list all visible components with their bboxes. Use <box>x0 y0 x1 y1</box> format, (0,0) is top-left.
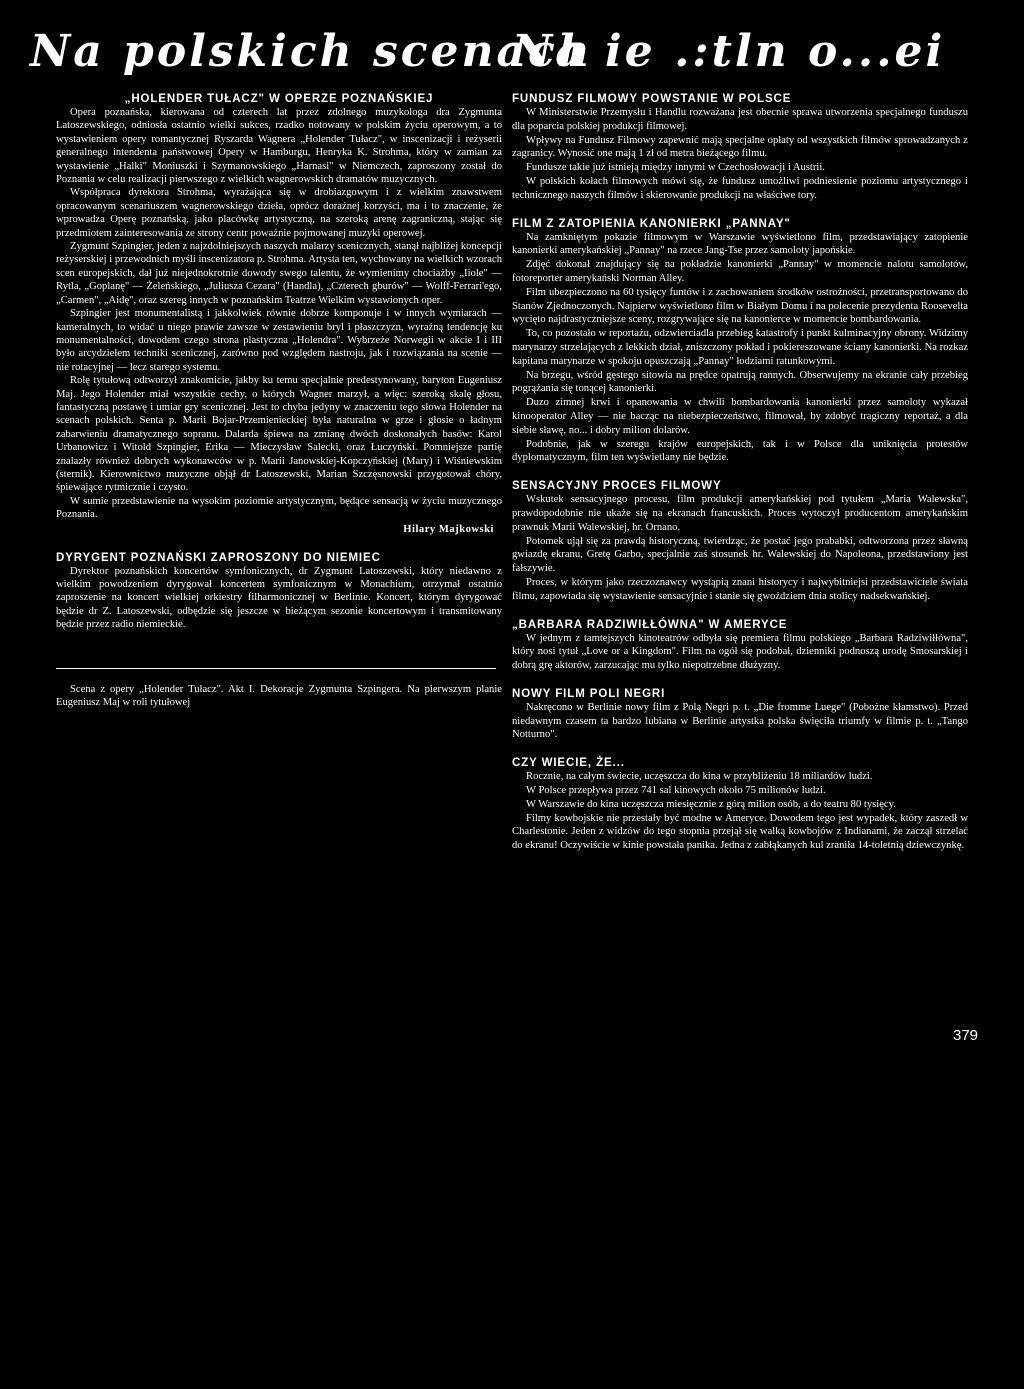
article-paragraph: Duzo zimnej krwi i opanowania w chwili bombardowania kanonierki przez samoloty wykazał kinooperator Alley — nie bacząc na niebezpieczeństwo, filmował, by zdobyć tragiczny reportaż, a dla siebie sławę, no... i dobry milion dolarów. <box>512 397 968 436</box>
photo-caption: Scena z opery „Holender Tułacz". Akt I. Dekoracje Zygmunta Szpingera. Na pierwszym planie Eugeniusz Maj w roli tytułowej <box>56 683 502 709</box>
article-paragraph: Opera poznańska, kierowana od czterech lat przez zdolnego muzykologa dra Zygmunta Latoszewskiego, odniosła ostatnio wielki sukces, rzadko notowany w polskim życiu operowym, a to wystawieniem opery romantycznej Ryszarda Wagnera „Holender Tułacz", w inscenizacji i reżyserii generalnego intendenta państwowej Opery w Hamburgu, Henryka K. Strohma, który w zamian za wystawienie „Halki" Moniuszki i Szymanowskiego „Harnasi" w Niemczech, zaproszony został do Poznania w celu realizacji pierwszego z wielkich wagnerowskich dramatów muzycznych. <box>56 107 502 186</box>
article-paragraph: Filmy kowbojskie nie przestały być modne w Ameryce. Dowodem tego jest wypadek, który zaszedł w Charlestonie. Jeden z widzów do tego stopnia przejął się walką kowbojów z Indianami, że zaczął strzelać do ekranu! Oczywiście w kinie powstała panika. Jedna z zabłąkanych kul zraniła 14-toletnią dziewczynkę. <box>512 812 968 852</box>
article-title-pannay: FILM Z ZATOPIENIA KANONIERKI „PANNAY" <box>512 217 791 230</box>
article-paragraph: Na brzegu, wśród gęstego sitowia na prędce opatrują rannych. Obserwujemy na ekranie cały przebieg pogrążania się tonącej kanonierki. <box>512 369 968 395</box>
article-paragraph: Dyrektor poznańskich koncertów symfonicznych, dr Zygmunt Latoszewski, który niedawno z wielkim powodzeniem dyrygował koncertem symfonicznym w Monachium, otrzymał ostatnio zaproszenie na koncert wielkiej orkiestry filharmonicznej w Berlinie. Koncert, którym dyrygować będzie dr Z. Latoszewski, odbędzie się jeszcze w bieżącym sezonie koncertowym i transmitowany będzie przez radio niemieckie. <box>56 565 502 631</box>
article-paragraph: W polskich kołach filmowych mówi się, że fundusz umożliwi podniesienie poziomu artystycznego i technicznego naszych filmów i skierowanie produkcji na właściwe tory. <box>512 175 968 201</box>
article-title-holender: „HOLENDER TUŁACZ" W OPERZE POZNAŃSKIEJ <box>124 93 434 105</box>
article-title-fundusz: FUNDUSZ FILMOWY POWSTANIE W POLSCE <box>512 93 792 105</box>
article-paragraph: W Ministerstwie Przemysłu i Handlu rozważana jest obecnie sprawa utworzenia specjalnego funduszu dla poparcia polskiej produkcji filmowej. <box>512 107 968 132</box>
article-paragraph: W sumie przedstawienie na wysokim poziomie artystycznym, będące sensacją w życiu muzycznego Poznania. <box>56 495 502 521</box>
article-paragraph: To, co pozostało w reportażu, odzwierciadla przebieg katastrofy i punkt kulminacyjny obrony. Widzimy marynarzy strzelających z lekkich dział, zniszczony pokład i pokiereszowane ściany kanonierki. Na rozkaz kapitana marynarze w spokoju opuszczają „Pannay" łodziami ratunkowymi. <box>512 328 968 367</box>
section-title-right: Na ie .:tln o...ei <box>512 26 946 77</box>
article-title-czy-wiecie: CZY WIECIE, ŻE... <box>512 757 625 770</box>
article-paragraph: Wskutek sensacyjnego procesu, film produkcji amerykańskiej pod tytułem „Maria Walewska", prawdopodobnie nie ukaże się na ekranach francuskich. Proces wytoczył producentom amerykańskim prawnuk Marii Walewskiej, hr. Ornano. <box>512 494 968 533</box>
article-author: Hilary Majkowski <box>403 523 494 535</box>
article-title-negri: NOWY FILM POLI NEGRI <box>512 687 666 700</box>
right-column <box>512 92 968 853</box>
article-paragraph: Wpływy na Fundusz Filmowy zapewnić mają specjalne opłaty od wszystkich filmów sprowadzanych z zagranicy. Wynosić one mają 1 zł od metra bieżącego filmu. <box>512 134 968 160</box>
article-paragraph: Rocznie, na całym świecie, uczęszcza do kina w przybliżeniu 18 miliardów ludzi. <box>526 771 873 783</box>
article-paragraph: Potomek ujął się za prawdą historyczną, twierdząc, że postać jego prababki, odtworzona przez sławną gwiazdę ekranu, Gretę Garbo, specjalnie zaś stosunek hr. Walewskiej do Napoleona, przedstawiony jest fałszywie. <box>512 535 968 575</box>
divider <box>56 668 496 669</box>
article-paragraph: Fundusze takie już istnieją między innymi w Czechosłowacji i Austrii. <box>526 162 825 174</box>
left-column <box>56 92 502 709</box>
article-paragraph: Proces, w którym jako rzeczoznawcy wystąpią znani historycy i najwybitniejsi przedstawiciele świata filmu, zapowiada się wystawienie sensacyjnie i stanie się gwoździem dnia stolicy nadsekwańskiej. <box>512 576 968 602</box>
article-title-dyrygent: DYRYGENT POZNAŃSKI ZAPROSZONY DO NIEMIEC <box>56 551 381 564</box>
article-paragraph: Zygmunt Szpingier, jeden z najzdolniejszych naszych malarzy scenicznych, stanął najbliżej koncepcji reżyserskiej i przewodnich myśli inscenizatora p. Strohma. Artysta ten, wychowany na wielkich wzorach scen europejskich, dał już niejednokrotnie dowody swego talentu, że wymienimy chociażby „Iiole" — Rytla, „Goplanę" — Żeleńskiego, „Juliusza Cezara" (Handla), „Czterech gburów" — Wolff-Ferrari'ego, „Carmen", „Aidę", oraz szereg innych w poznańskim Teatrze Wielkim wystawionych oper. <box>56 241 502 306</box>
article-paragraph: Zdjęć dokonał znajdujący się na pokładzie kanonierki „Pannay" w momencie nalotu samolotów, fotoreporter amerykański Norman Alley. <box>512 259 968 284</box>
article-paragraph: Współpraca dyrektora Strohma, wyrażająca się w drobiazgowym i z wielkim znawstwem opracowanym scenariuszem wagnerowskiego dzieła, oprócz doraźnej korzyści, ma i to znaczenie, że wprowadza Operę poznańską, jako placówkę artystyczną, na szeroką arenę zagraniczną, stając się przedmiotem zainteresowania ze strony centr poważnie pojmowanej muzyki operowej. <box>56 187 502 239</box>
page-number: 379 <box>953 1027 979 1044</box>
article-title-barbara: „BARBARA RADZIWIŁŁÓWNA" W AMERYCE <box>512 618 788 631</box>
article-paragraph: W jednym z tamtejszych kinoteatrów odbyła się premiera filmu polskiego „Barbara Radziwiłłówna", który nosi tytuł „Love or a Kingdom". Film na ogół się podobał, dzienniki podnoszą urodę Smosarskiej i dobrą grę aktorów, zarzucając mu tylko niepotrzebne dłużyzny. <box>512 632 968 672</box>
article-title-proces: SENSACYJNY PROCES FILMOWY <box>512 480 722 493</box>
article-paragraph: Nakręcono w Berlinie nowy film z Polą Negri p. t. „Die fromme Luege" (Pobożne kłamstwo). Przed niedawnym czasem ta bardzo lubiana w Berlinie artystka polska święciła triumfy w filmie p. t. „Tango Notturno". <box>512 701 968 741</box>
section-title-left: Na polskich scenach <box>30 26 593 77</box>
article-paragraph: Na zamkniętym pokazie filmowym w Warszawie wyświetlono film, przedstawiający zatopienie kanonierki amerykańskiej „Pannay" na rzece Jang-Tse przez samoloty japońskie. <box>512 231 968 257</box>
article-paragraph: Podobnie, jak w szeregu krajów europejskich, tak i w Polsce dla uniknięcia protestów dyplomatycznym, film ten wyświetlany nie będzie. <box>512 438 968 464</box>
article-paragraph: W Polsce przepływa przez 741 sal kinowych około 75 milionów ludzi. <box>526 785 826 797</box>
article-paragraph: Film ubezpieczono na 60 tysięcy funtów i z zachowaniem środków ostrożności, przetransportowano do Stanów Zjednoczonych. Najpierw wyświetlono film w Białym Domu i na polecenie prezydenta Roosevelta wycięto najdrastyczniejsze sceny, rozgrywające się na kanonierce w momencie bombardowania. <box>512 286 968 326</box>
article-paragraph: Rolę tytułową odtworzył znakomicie, jakby ku temu specjalnie predestynowany, baryton Eugeniusz Maj. Jego Holender miał wszystkie cechy, o których Wagner marzył, a więc: szeroką skalę głosu, fantastyczną postawę i umiar gry scenicznej. Jest to chyba jedyny w znaczeniu tego słowa Holender na scenach polskich. Senta p. Marii Bojar-Przemienieckiej była naturalna w grze i głosie o ładnym zabarwieniu dramatycznego sopranu. Dalarda śpiewa na zmianę dwóch doskonałych basów: Karol Urbanowicz i Witold Szpingier, Erika — Mieczysław Salecki, oraz Łuczyński. Pomniejsze partię znalazły również dobrych wykonawców w p. Marii Janowskiej-Kopczyńskiej (Mary) i Wiśniewskim (sternik). Kierownictwo muzyczne objął dr Latoszewski, Marian Szczęsnowski przygotował chóry, śpiewające rytmicznie i czysto. <box>56 375 502 494</box>
article-paragraph: W Warszawie do kina uczęszcza miesięcznie z górą milion osób, a do teatru 80 tysięcy. <box>526 798 896 810</box>
article-paragraph: Szpingier jest monumentalistą i jakkolwiek równie dobrze komponuje i w innych wymiarach — kameralnych, to widać u niego prawie zawsze w zestawieniu bryl i płaszczyzn, wyraźną tendencję ku monumentalności, dowodem czego strona plastyczna „Holendra". Wybrzeże Norwegii w akcie I i III było arcydziełem techniki scenicznej, zarówno pod względem nastroju, jak i rozwiązania na scenie — nie rotacyjnej — lecz starego systemu. <box>56 308 502 373</box>
